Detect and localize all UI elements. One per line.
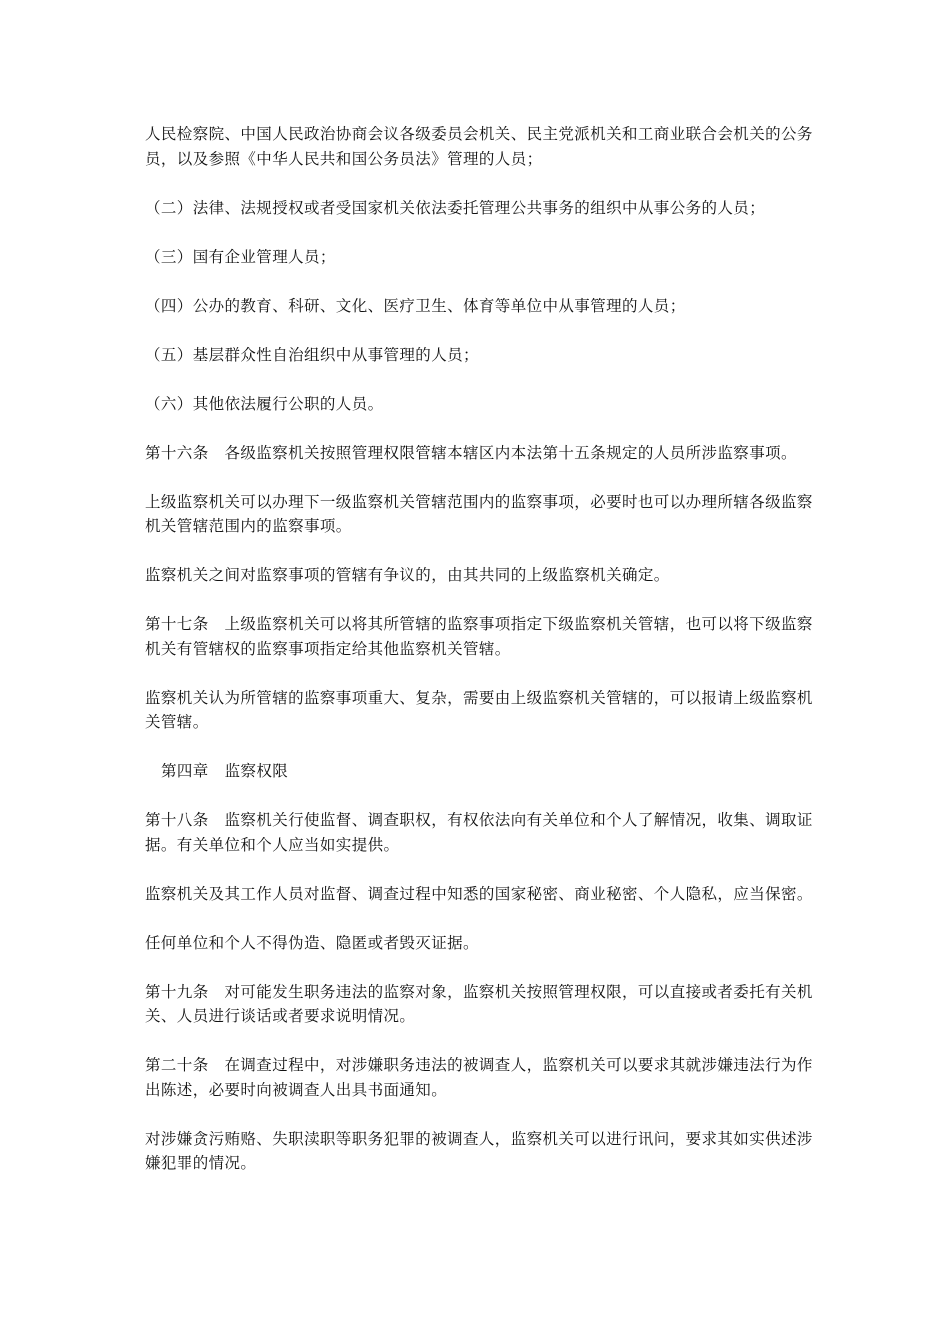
list-item-2: （二）法律、法规授权或者受国家机关依法委托管理公共事务的组织中从事公务的人员； [145, 198, 766, 217]
document-body [145, 122, 820, 1200]
list-item-3: （三）国有企业管理人员； [145, 247, 336, 266]
paragraph-continuation: 人民检察院、中国人民政治协商会议各级委员会机关、民主党派机关和工商业联合会机关的公务员，以及参照《中华人民共和国公务员法》管理的人员； [145, 125, 813, 168]
article-17: 第十七条 上级监察机关可以将其所管辖的监察事项指定下级监察机关管辖，也可以将下级监察机关有管辖权的监察事项指定给其他监察机关管辖。 [145, 615, 813, 658]
article-16-clause-2: 上级监察机关可以办理下一级监察机关管辖范围内的监察事项，必要时也可以办理所辖各级监察机关管辖范围内的监察事项。 [145, 492, 813, 535]
article-18-clause-3: 任何单位和个人不得伪造、隐匿或者毁灭证据。 [145, 933, 479, 952]
list-item-4: （四）公办的教育、科研、文化、医疗卫生、体育等单位中从事管理的人员； [145, 296, 686, 315]
article-20: 第二十条 在调查过程中，对涉嫌职务违法的被调查人，监察机关可以要求其就涉嫌违法行为作出陈述，必要时向被调查人出具书面通知。 [145, 1056, 813, 1099]
article-17-clause-2: 监察机关认为所管辖的监察事项重大、复杂，需要由上级监察机关管辖的，可以报请上级监察机关管辖。 [145, 688, 813, 731]
article-16: 第十六条 各级监察机关按照管理权限管辖本辖区内本法第十五条规定的人员所涉监察事项。 [145, 443, 797, 462]
article-19: 第十九条 对可能发生职务违法的监察对象，监察机关按照管理权限，可以直接或者委托有关机关、人员进行谈话或者要求说明情况。 [145, 982, 813, 1025]
article-18: 第十八条 监察机关行使监督、调查职权，有权依法向有关单位和个人了解情况，收集、调取证据。有关单位和个人应当如实提供。 [145, 811, 813, 854]
list-item-6: （六）其他依法履行公职的人员。 [145, 394, 384, 413]
chapter-heading: 第四章 监察权限 [161, 762, 289, 780]
article-18-clause-2: 监察机关及其工作人员对监督、调查过程中知悉的国家秘密、商业秘密、个人隐私，应当保密。 [145, 884, 813, 903]
article-16-clause-3: 监察机关之间对监察事项的管辖有争议的，由其共同的上级监察机关确定。 [145, 566, 670, 584]
list-item-5: （五）基层群众性自治组织中从事管理的人员； [145, 345, 479, 364]
article-20-clause-2: 对涉嫌贪污贿赂、失职渎职等职务犯罪的被调查人，监察机关可以进行讯问，要求其如实供述涉嫌犯罪的情况。 [145, 1129, 813, 1172]
